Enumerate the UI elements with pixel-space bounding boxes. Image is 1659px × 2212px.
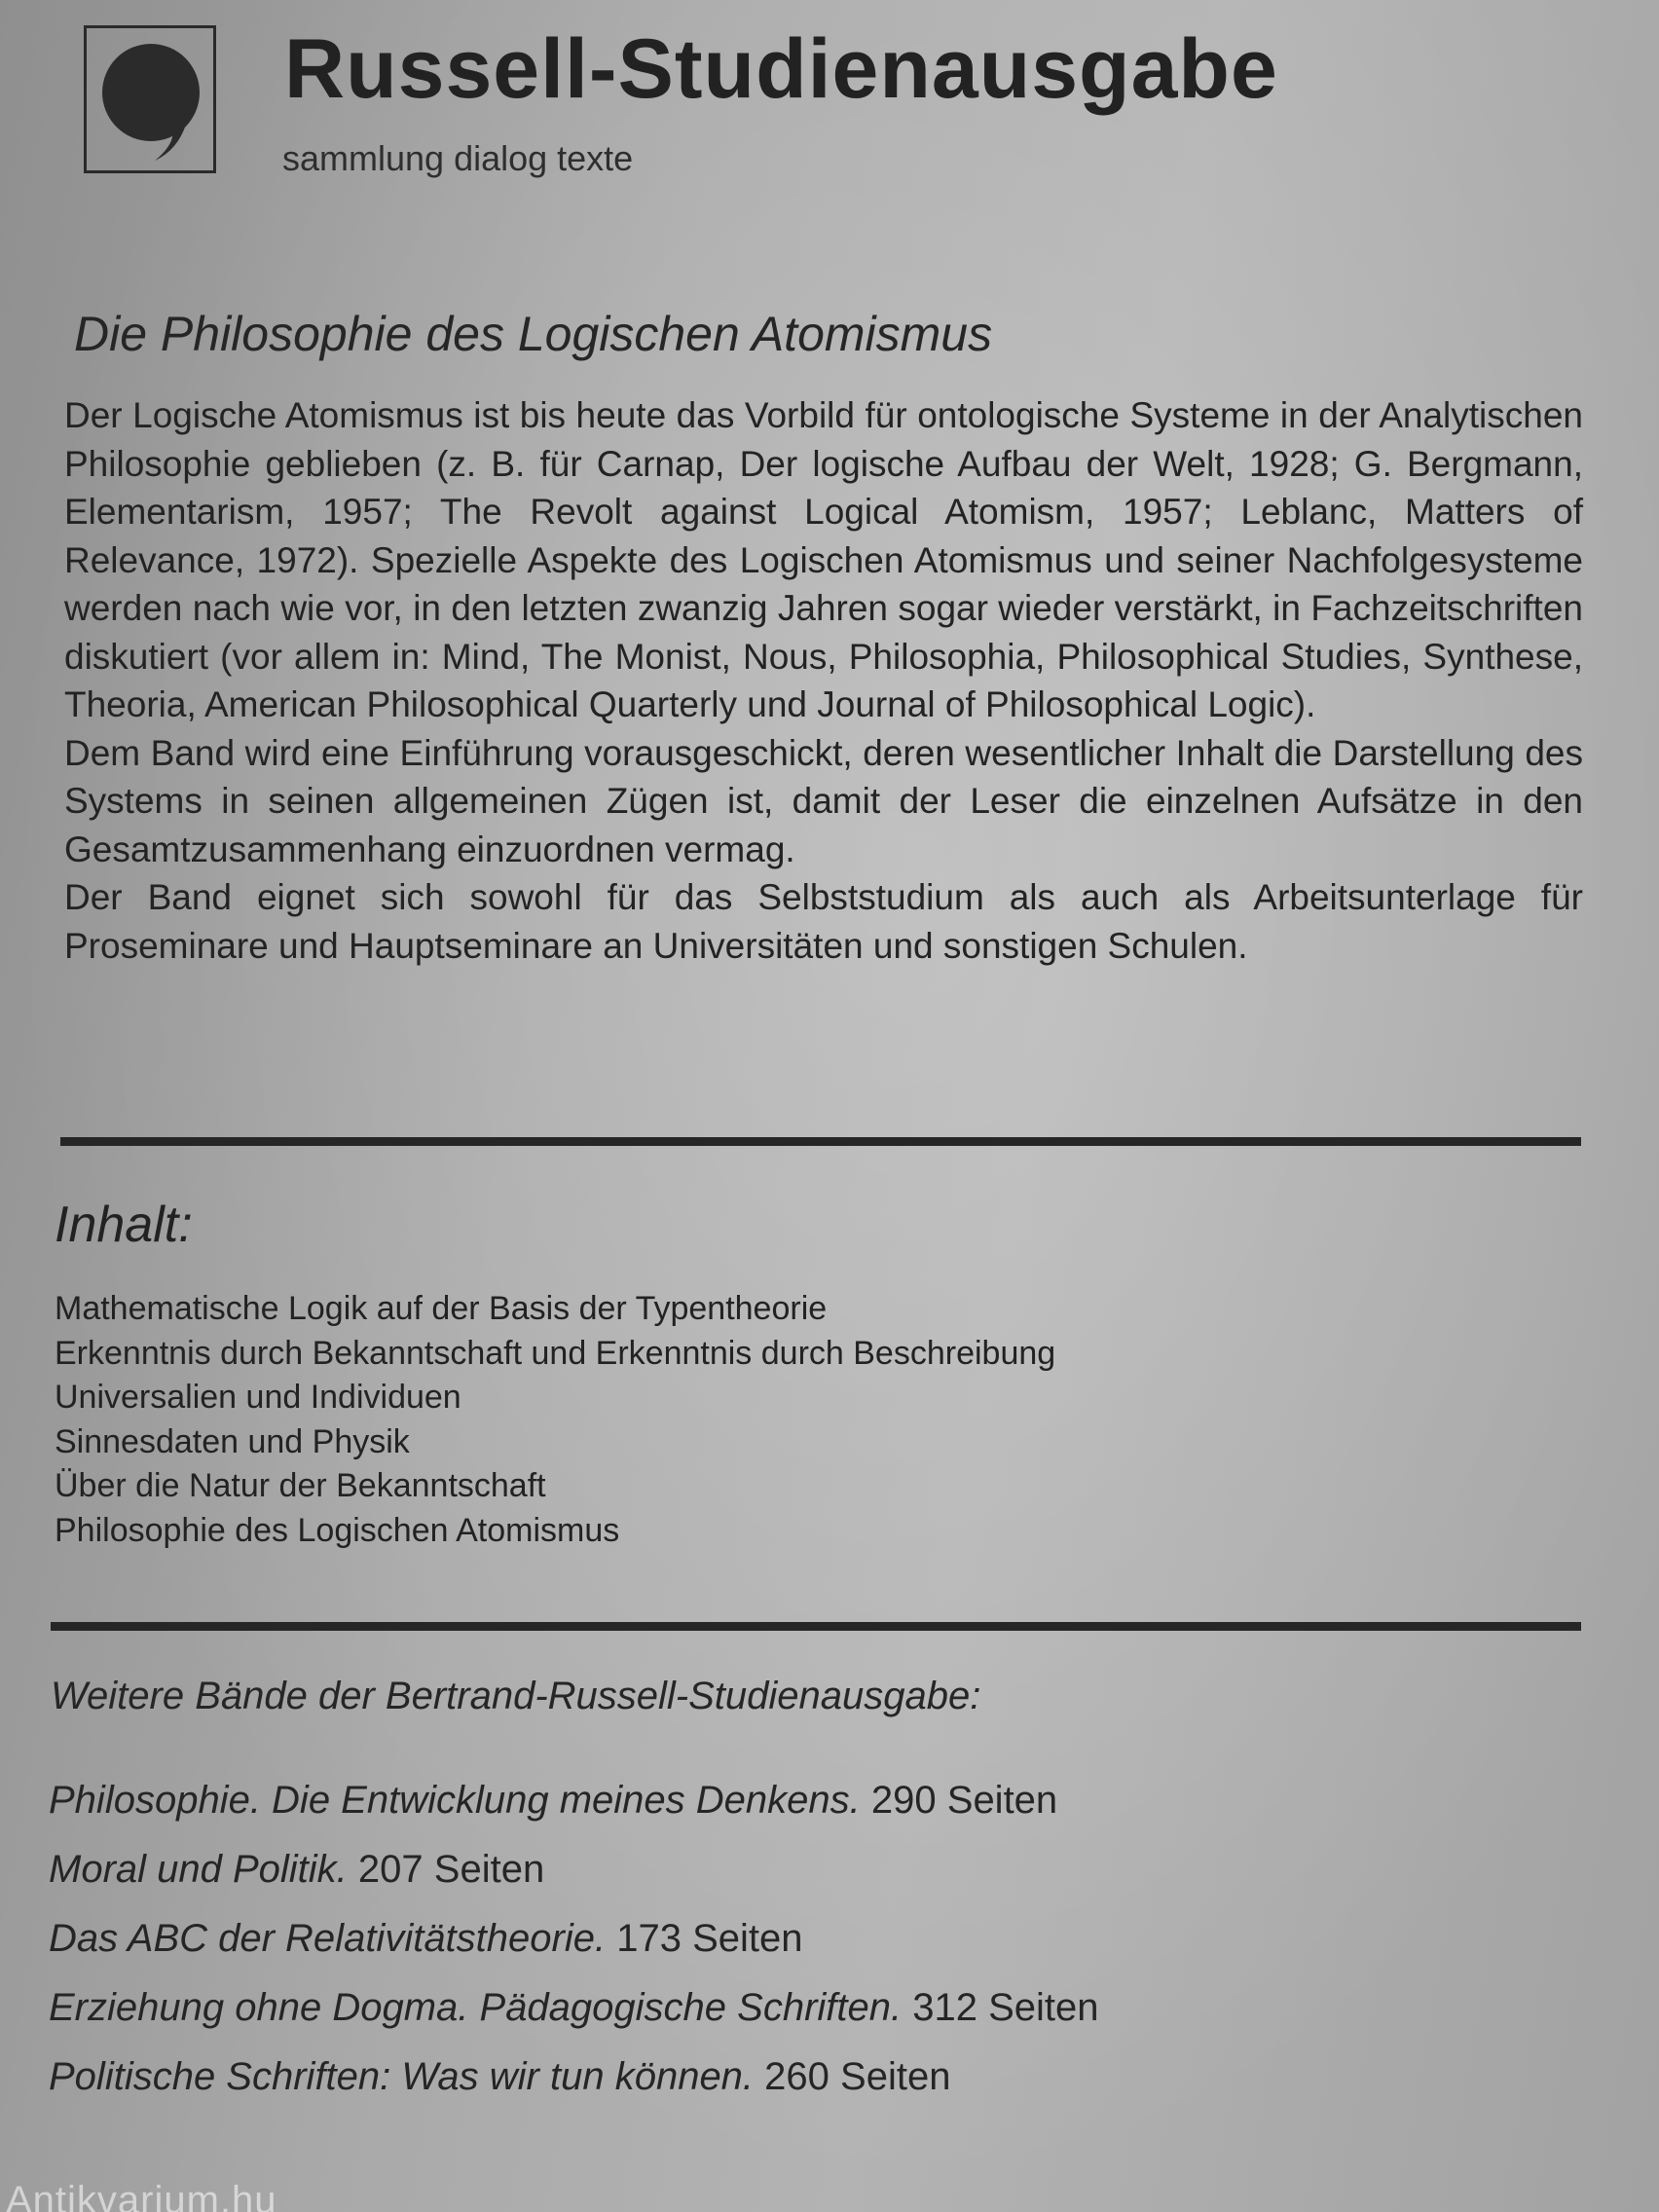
contents-item: Über die Natur der Bekanntschaft xyxy=(55,1467,546,1504)
volume-item xyxy=(49,1904,1099,1973)
series-subtitle: sammlung dialog texte xyxy=(282,138,634,178)
contents-item: Universalien und Individuen xyxy=(55,1379,461,1416)
comma-logo-icon xyxy=(87,28,213,170)
volume-pages: 290 Seiten xyxy=(870,1779,1058,1822)
volume-item xyxy=(49,2043,1099,2112)
contents-item: Philosophie des Logischen Atomismus xyxy=(55,1511,620,1549)
further-volumes-heading: Weitere Bände der Bertrand-Russell-Studienausgabe: xyxy=(51,1675,981,1717)
description-paragraph: Der Logische Atomismus ist bis heute das Vorbild für ontologische Systeme in der Analytischen Philosophie geblieben (z. B. für Carnap, Der logische Aufbau der Welt, 1928; G. Bergmann, Elementarism, 1957; The Revolt against Logical Atomism, 1957; Leblanc, Matters of Relevance, 1972). Spezielle Aspekte des Logischen Atomismus und seiner Nachfolgesysteme werden nach wie vor, in den letzten zwanzig Jahren sogar wieder verstärkt, in Fachzeitschriften diskutiert (vor allem in: Mind, The Monist, Nous, Philosophia, Philosophical Studies, Synthese, Theoria, American Philosophical Quarterly und Journal of Philosophical Logic). xyxy=(64,395,1583,724)
volume-item xyxy=(49,1835,1099,1904)
volume-pages: 207 Seiten xyxy=(357,1848,545,1891)
contents-item: Sinnesdaten und Physik xyxy=(55,1422,410,1460)
further-volumes-list xyxy=(49,1766,1099,2112)
volume-title: Das ABC der Relativitätstheorie. xyxy=(49,1917,607,1960)
volume-title: Politische Schriften: Was wir tun können. xyxy=(49,2055,755,2098)
section-divider xyxy=(60,1137,1581,1146)
description-paragraph: Dem Band wird eine Einführung vorausgeschickt, deren wesentlicher Inhalt die Darstellung des Systems in seinen allgemeinen Zügen ist, damit der Leser die einzelnen Aufsätze in den Gesamtzusammenhang einzuordnen vermag. xyxy=(64,732,1583,869)
watermark: Antikvarium.hu xyxy=(6,2179,277,2212)
volume-pages: 312 Seiten xyxy=(912,1986,1099,2029)
volume-title: Philosophie. Die Entwicklung meines Denkens. xyxy=(49,1779,861,1822)
publisher-logo xyxy=(84,25,216,173)
contents-item: Mathematische Logik auf der Basis der Typentheorie xyxy=(55,1290,828,1327)
section-divider xyxy=(51,1622,1581,1631)
volume-pages: 173 Seiten xyxy=(616,1917,803,1960)
volume-title: Erziehung ohne Dogma. Pädagogische Schriften. xyxy=(49,1986,903,2029)
book-title: Die Philosophie des Logischen Atomismus xyxy=(74,307,993,361)
volume-pages: 260 Seiten xyxy=(764,2055,951,2098)
contents-heading: Inhalt: xyxy=(55,1197,193,1253)
volume-title: Moral und Politik. xyxy=(49,1848,348,1891)
series-title: Russell-Studienausgabe xyxy=(284,22,1278,116)
book-description xyxy=(64,391,1583,970)
contents-list xyxy=(55,1287,1055,1553)
contents-item: Erkenntnis durch Bekanntschaft und Erkenntnis durch Beschreibung xyxy=(55,1334,1056,1372)
description-paragraph: Der Band eignet sich sowohl für das Selbststudium als auch als Arbeitsunterlage für Proseminare und Hauptseminare an Universitäten und sonstigen Schulen. xyxy=(64,877,1583,966)
volume-item xyxy=(49,1766,1099,1835)
volume-item xyxy=(49,1973,1099,2043)
